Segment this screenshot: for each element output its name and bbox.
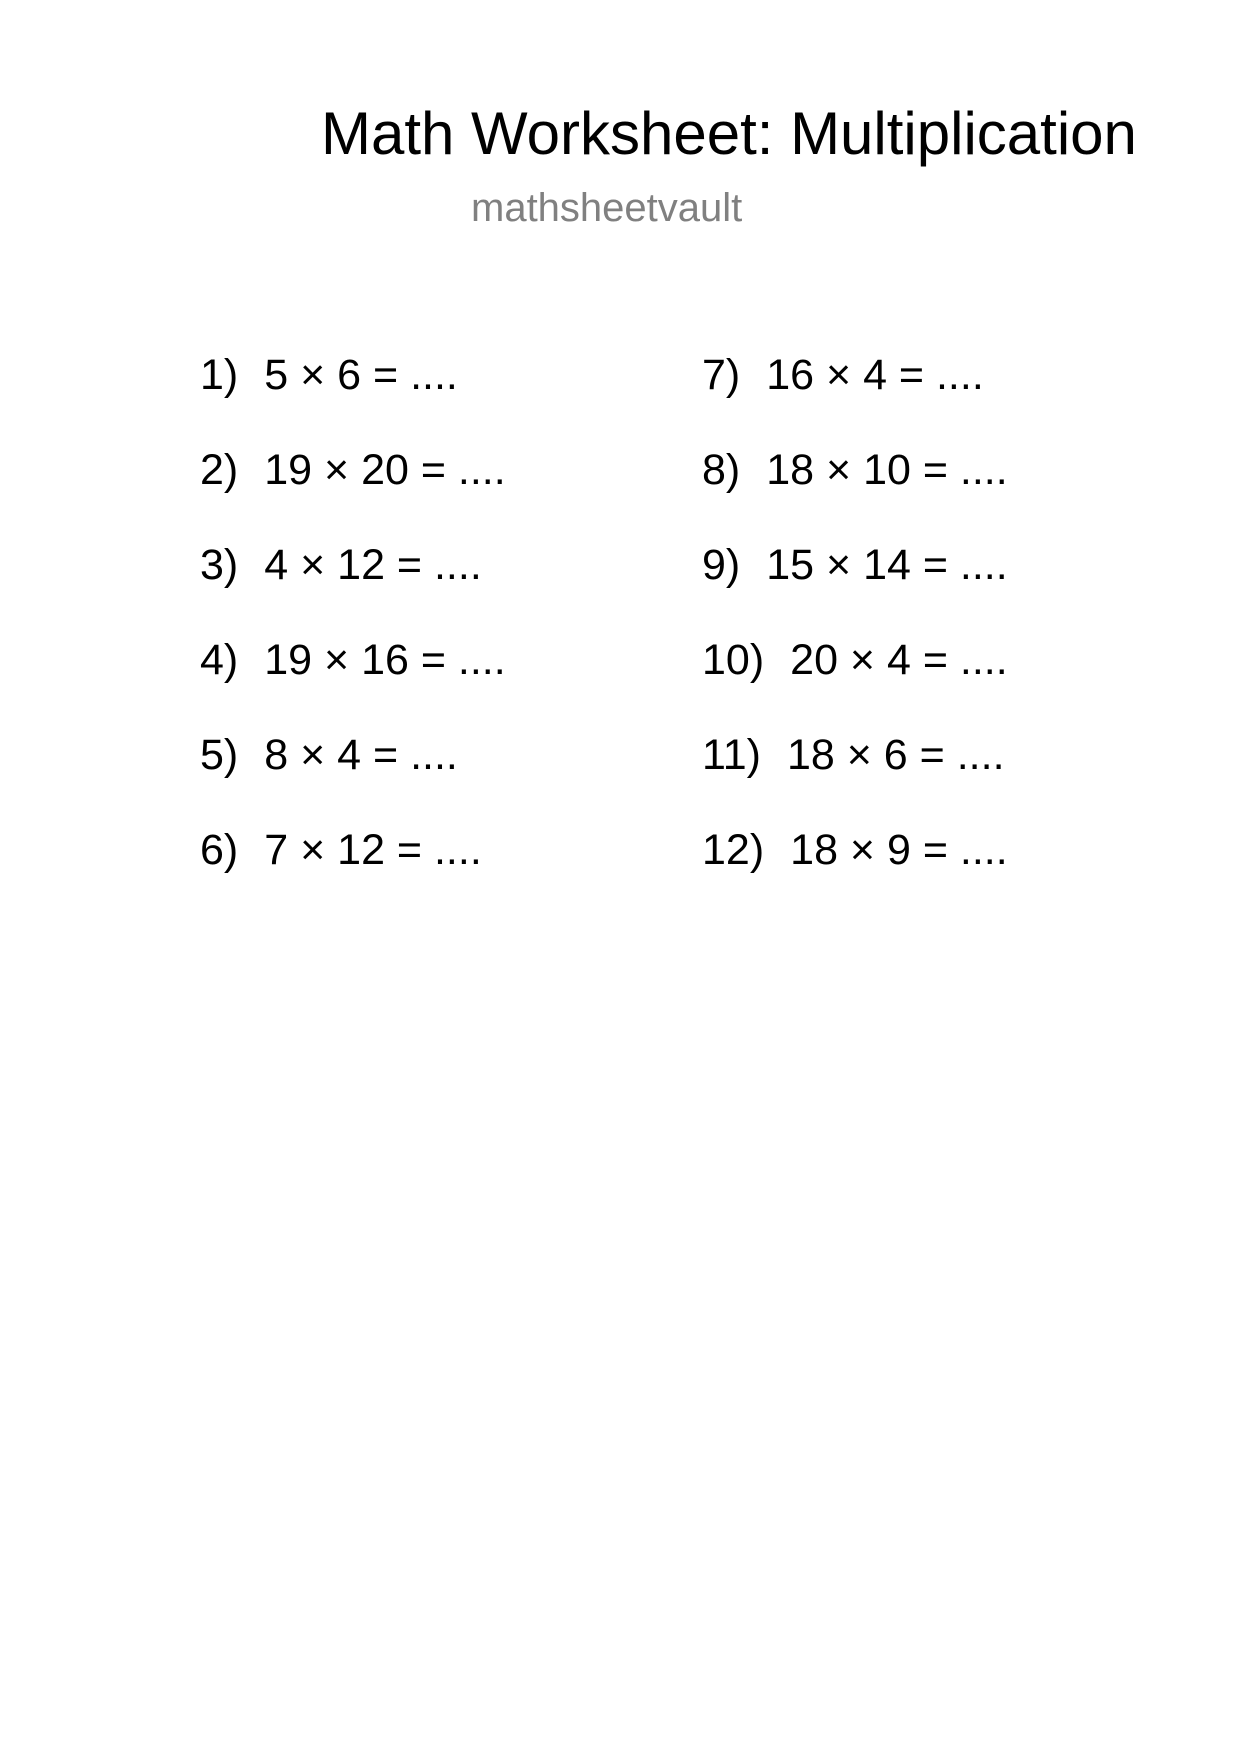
problem-expression: 15 × 14 = .... bbox=[766, 541, 1008, 589]
problem-item bbox=[702, 824, 1008, 919]
problem-number: 12) bbox=[702, 826, 765, 874]
problem-expression: 19 × 16 = .... bbox=[264, 636, 506, 684]
problem-item bbox=[200, 634, 506, 729]
problem-expression: 7 × 12 = .... bbox=[264, 826, 482, 874]
problem-item bbox=[200, 349, 506, 444]
problem-number: 2) bbox=[200, 446, 239, 494]
problem-number: 11) bbox=[702, 731, 761, 779]
problem-expression: 16 × 4 = .... bbox=[766, 351, 984, 399]
problem-item bbox=[200, 729, 506, 824]
problem-expression: 18 × 10 = .... bbox=[766, 446, 1008, 494]
problem-item bbox=[200, 824, 506, 919]
problem-item bbox=[702, 729, 1008, 824]
problem-number: 3) bbox=[200, 541, 239, 589]
problem-item bbox=[702, 444, 1008, 539]
problem-expression: 20 × 4 = .... bbox=[790, 636, 1008, 684]
problem-expression: 5 × 6 = .... bbox=[264, 351, 458, 399]
problem-expression: 18 × 6 = .... bbox=[786, 731, 1005, 779]
problem-number: 10) bbox=[702, 636, 765, 684]
problem-number: 6) bbox=[200, 826, 239, 874]
problem-item bbox=[702, 634, 1008, 729]
problem-expression: 19 × 20 = .... bbox=[264, 446, 506, 494]
problem-expression: 4 × 12 = .... bbox=[264, 541, 482, 589]
problem-expression: 8 × 4 = .... bbox=[264, 731, 458, 779]
problem-item bbox=[702, 349, 1008, 444]
problem-expression: 18 × 9 = .... bbox=[790, 826, 1008, 874]
worksheet-source: mathsheetvault bbox=[471, 186, 743, 230]
problem-item bbox=[702, 539, 1008, 634]
worksheet-title: Math Worksheet: Multiplication bbox=[321, 100, 1137, 167]
problem-number: 9) bbox=[702, 541, 741, 589]
problem-item bbox=[200, 539, 506, 634]
problem-item bbox=[200, 444, 506, 539]
problem-number: 7) bbox=[702, 351, 741, 399]
problem-column-left bbox=[200, 349, 506, 919]
problem-number: 5) bbox=[200, 731, 239, 779]
problem-number: 8) bbox=[702, 446, 741, 494]
problem-column-right bbox=[702, 349, 1008, 919]
problem-number: 1) bbox=[200, 351, 239, 399]
problem-number: 4) bbox=[200, 636, 239, 684]
